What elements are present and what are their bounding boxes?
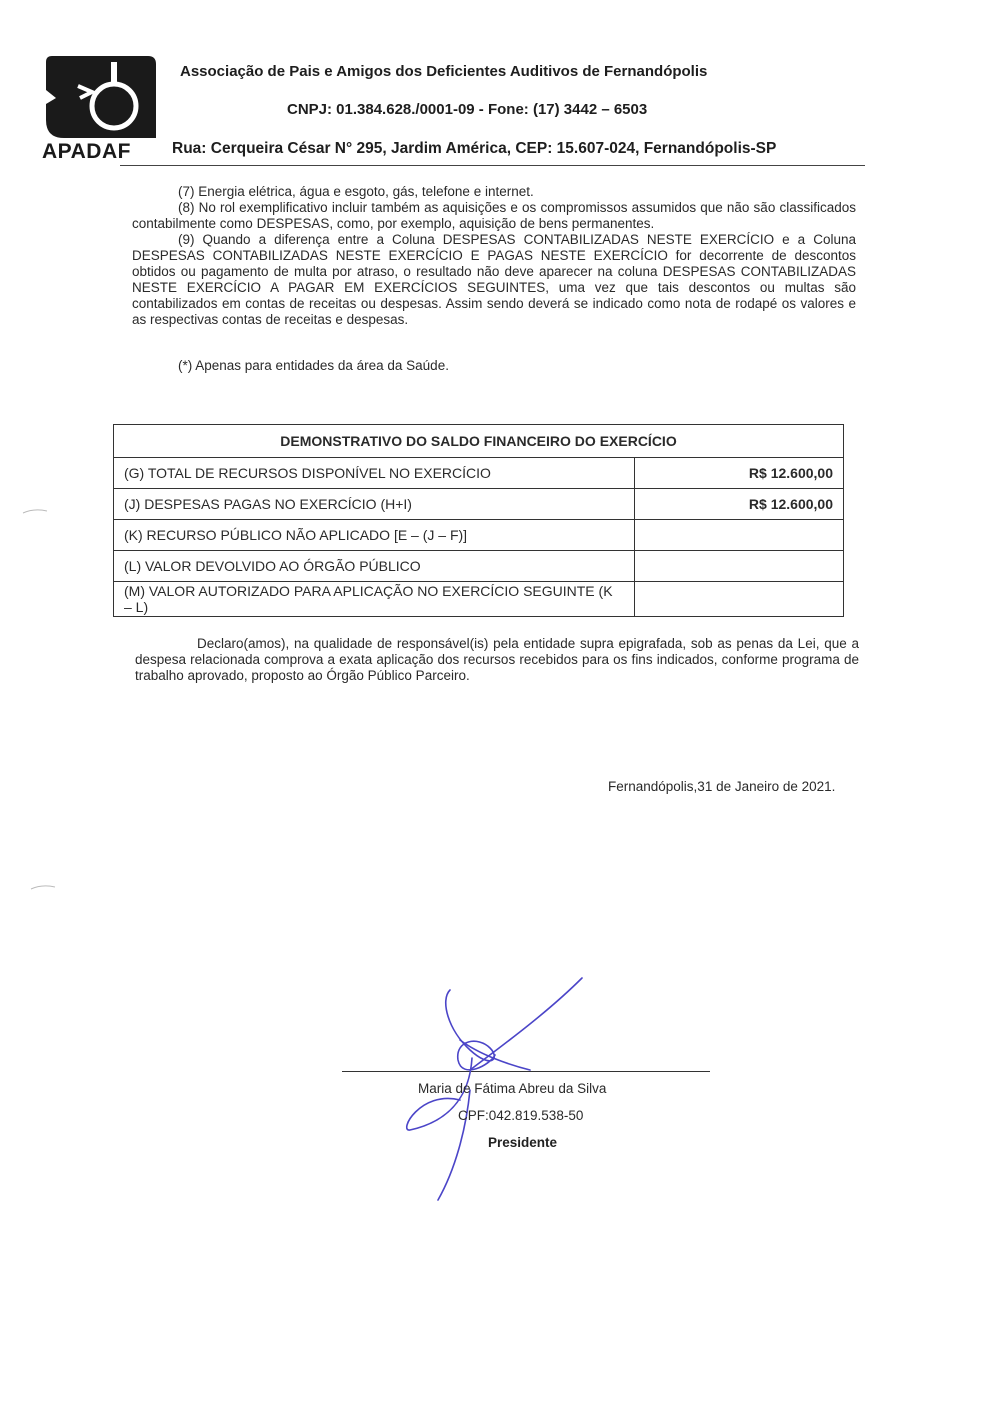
scan-mark-icon [22, 508, 48, 514]
table-row [114, 551, 844, 582]
signatory-name: Maria de Fátima Abreu da Silva [418, 1081, 607, 1096]
scan-mark-icon [30, 884, 56, 890]
row-label: (G) TOTAL DE RECURSOS DISPONÍVEL NO EXERCÍCIO [114, 458, 635, 489]
note-8: (8) No rol exemplificativo incluir também as aquisições e os compromissos assumidos que não são classificados contabilmente como DESPESAS, como, por exemplo, aquisição de bens permanentes. [132, 200, 856, 231]
declaration [135, 636, 859, 684]
row-value [635, 551, 844, 582]
table-title: DEMONSTRATIVO DO SALDO FINANCEIRO DO EXERCÍCIO [114, 425, 844, 458]
logo-text: APADAF [42, 140, 131, 163]
cnpj-phone: CNPJ: 01.384.628./0001-09 - Fone: (17) 3442 – 6503 [287, 101, 648, 118]
table-row [114, 458, 844, 489]
row-value [635, 520, 844, 551]
row-value: R$ 12.600,00 [635, 489, 844, 520]
table-row [114, 520, 844, 551]
place-date: Fernandópolis,31 de Janeiro de 2021. [608, 779, 836, 794]
note-7: (7) Energia elétrica, água e esgoto, gás, telefone e internet. [178, 184, 534, 199]
footnotes [132, 184, 856, 328]
row-label: (K) RECURSO PÚBLICO NÃO APLICADO [E – (J – F)] [114, 520, 635, 551]
financial-balance-table [113, 424, 844, 617]
row-label: (M) VALOR AUTORIZADO PARA APLICAÇÃO NO EXERCÍCIO SEGUINTE (K – L) [114, 582, 635, 617]
row-label: (J) DESPESAS PAGAS NO EXERCÍCIO (H+I) [114, 489, 635, 520]
signatory-role: Presidente [488, 1135, 558, 1150]
table-row [114, 489, 844, 520]
table-title-row [114, 425, 844, 458]
note-9: (9) Quando a diferença entre a Coluna DESPESAS CONTABILIZADAS NESTE EXERCÍCIO e a Coluna DESPESAS CONTABILIZADAS NESTE EXERCÍCIO E PAGAS NESTE EXERCÍCIO for decorrente de descontos obtidos ou pagamento de multa por atraso, o resultado não deve aparecer na coluna DESPESAS CONTABILIZADAS NESTE EXERCÍCIO A PAGAR EM EXERCÍCIOS SEGUINTES, uma vez que tais descontos ou multas são contabilizados em contas de receitas ou despesas. Assim sendo deverá se indicado como nota de rodapé os valores e as respectivas contas de receitas e despesas. [132, 232, 856, 327]
table-row [114, 582, 844, 617]
address: Rua: Cerqueira César N° 295, Jardim América, CEP: 15.607-024, Fernandópolis-SP [172, 140, 777, 157]
asterisk-note: (*) Apenas para entidades da área da Saúde. [178, 358, 449, 373]
header-divider [120, 165, 865, 166]
apadaf-logo-icon [40, 54, 158, 144]
signatory-cpf: CPF:042.819.538-50 [458, 1108, 584, 1123]
organization-name: Associação de Pais e Amigos dos Deficientes Auditivos de Fernandópolis [180, 63, 708, 80]
row-label: (L) VALOR DEVOLVIDO AO ÓRGÃO PÚBLICO [114, 551, 635, 582]
row-value: R$ 12.600,00 [635, 458, 844, 489]
declaration-text: Declaro(amos), na qualidade de responsável(is) pela entidade supra epigrafada, sob as penas da Lei, que a despesa relacionada comprova a exata aplicação dos recursos recebidos para os fins indicados, conforme programa de trabalho aprovado, proposto ao Órgão Público Parceiro. [135, 636, 859, 683]
row-value [635, 582, 844, 617]
